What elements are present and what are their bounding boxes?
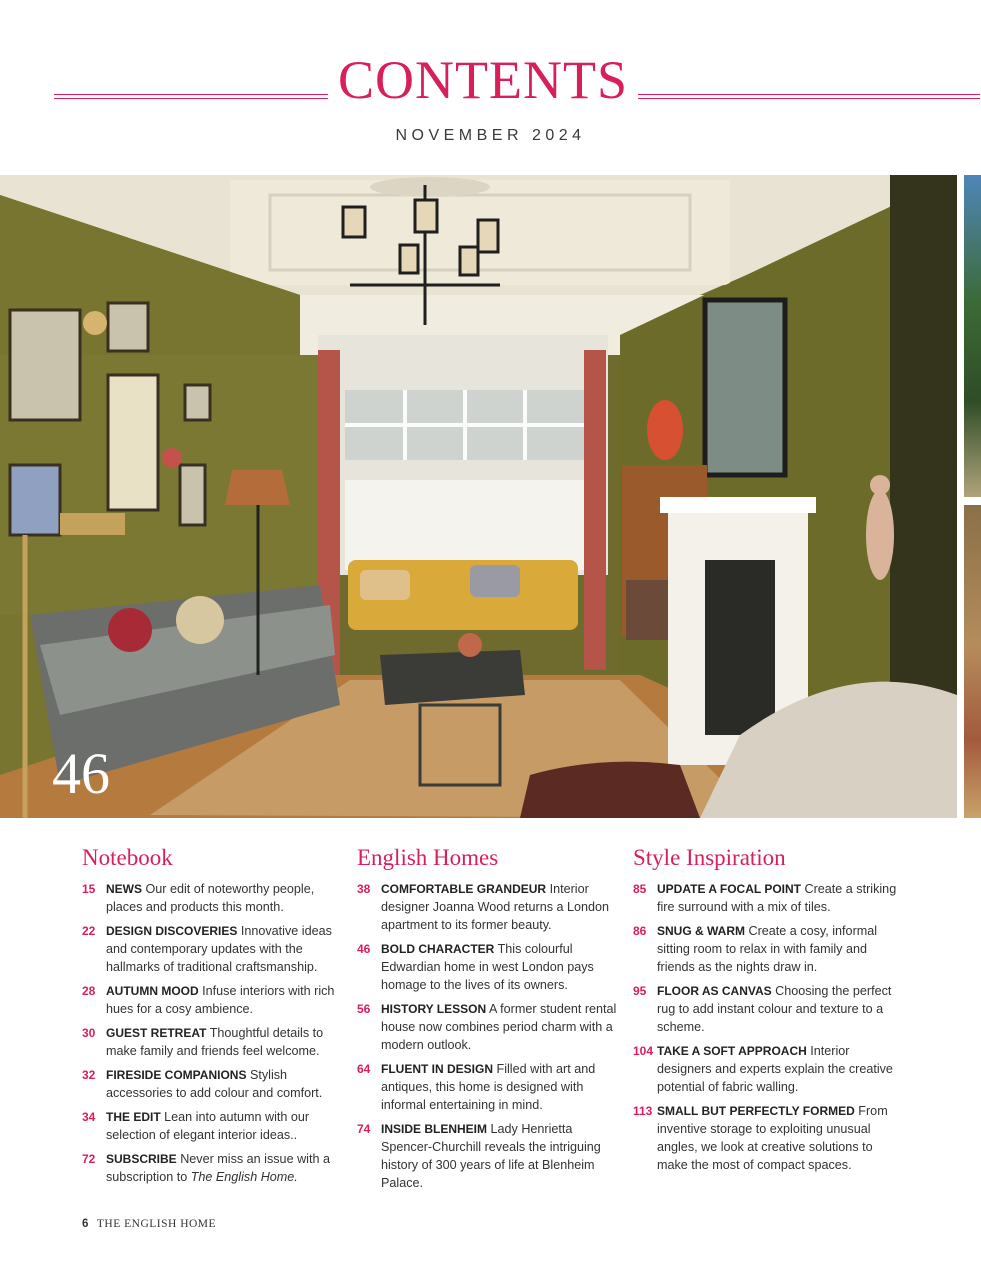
entry-description: Create a striking fire surround with a mix of tiles.: [657, 882, 897, 914]
feature-photo[interactable]: [0, 175, 957, 818]
entry-description: Stylish accessories to add colour and comfort.: [106, 1068, 323, 1100]
section-heading: Notebook: [82, 845, 173, 870]
entry-page-number: 64: [357, 1062, 371, 1076]
column-notebook: [82, 844, 352, 1192]
entry-description: Infuse interiors with rich hues for a cosy ambience.: [106, 984, 335, 1016]
contents-entry[interactable]: [633, 1102, 903, 1174]
entry-title: GUEST RETREAT: [106, 1026, 207, 1040]
column-english-homes: [357, 844, 627, 1198]
contents-entry[interactable]: [82, 982, 352, 1018]
entry-page-number: 34: [82, 1110, 96, 1124]
entry-description: Our edit of noteworthy people, places and products this month.: [106, 882, 315, 914]
entry-title: FLOOR AS CANVAS: [657, 984, 772, 998]
side-photo-strip-bottom: [964, 505, 981, 818]
entry-title: SUBSCRIBE: [106, 1152, 177, 1166]
entry-title: FLUENT IN DESIGN: [381, 1062, 494, 1076]
entry-page-number: 22: [82, 924, 96, 938]
entry-title: NEWS: [106, 882, 142, 896]
entry-page-number: 72: [82, 1152, 96, 1166]
entry-page-number: 74: [357, 1122, 371, 1136]
contents-entry[interactable]: [633, 1042, 903, 1096]
contents-entry[interactable]: [633, 922, 903, 976]
contents-entry[interactable]: [357, 940, 627, 994]
entry-title: UPDATE A FOCAL POINT: [657, 882, 801, 896]
entry-page-number: 28: [82, 984, 96, 998]
section-heading: Style Inspiration: [633, 845, 786, 870]
contents-entry[interactable]: [357, 880, 627, 934]
page-title: CONTENTS: [338, 50, 628, 110]
entry-description: Interior designers and experts explain the creative potential of fabric walling.: [657, 1044, 893, 1094]
header-rule-left: [54, 94, 328, 99]
entry-page-number: 85: [633, 882, 647, 896]
contents-entry[interactable]: [82, 1150, 352, 1186]
contents-header: [0, 0, 981, 160]
contents-entry[interactable]: [357, 1000, 627, 1054]
entry-title: COMFORTABLE GRANDEUR: [381, 882, 547, 896]
entry-publication-name: The English Home.: [190, 1170, 298, 1184]
entry-description: This colourful Edwardian home in west London pays homage to the lives of its owners.: [381, 942, 594, 992]
entry-title: TAKE A SOFT APPROACH: [657, 1044, 807, 1058]
contents-entry[interactable]: [633, 982, 903, 1036]
entry-page-number: 86: [633, 924, 647, 938]
contents-entry[interactable]: [357, 1120, 627, 1192]
contents-entry[interactable]: [357, 1060, 627, 1114]
publication-name: THE ENGLISH HOME: [96, 1218, 217, 1230]
entry-page-number: 15: [82, 882, 96, 896]
entry-title: INSIDE BLENHEIM: [381, 1122, 488, 1136]
entry-title: SMALL BUT PERFECTLY FORMED: [657, 1104, 855, 1118]
contents-entry[interactable]: [82, 1024, 352, 1060]
contents-entry[interactable]: [82, 922, 352, 976]
entry-page-number: 46: [357, 942, 371, 956]
contents-entry[interactable]: [82, 1066, 352, 1102]
entry-title: FIRESIDE COMPANIONS: [106, 1068, 247, 1082]
entry-page-number: 95: [633, 984, 647, 998]
entry-page-number: 113: [633, 1104, 653, 1118]
contents-entry[interactable]: [82, 1108, 352, 1144]
entry-title: DESIGN DISCOVERIES: [106, 924, 238, 938]
entry-description: Innovative ideas and contemporary updates with the hallmarks of traditional craftsmanship.: [106, 924, 332, 974]
side-photo-strip-top: [964, 175, 981, 497]
entry-page-number: 56: [357, 1002, 371, 1016]
contents-entry[interactable]: [633, 880, 903, 916]
entry-title: SNUG & WARM: [657, 924, 745, 938]
entry-description: A former student rental house now combines period charm with a modern outlook.: [381, 1002, 617, 1052]
folio-number: 6: [82, 1218, 89, 1230]
issue-date: NOVEMBER 2024: [395, 127, 586, 144]
entry-title: BOLD CHARACTER: [381, 942, 495, 956]
entry-page-number: 38: [357, 882, 371, 896]
entry-title: HISTORY LESSON: [381, 1002, 487, 1016]
photo-page-number[interactable]: 46: [52, 741, 110, 806]
contents-entry[interactable]: [82, 880, 352, 916]
page-footer: [82, 1218, 216, 1230]
entry-description: Lean into autumn with our selection of elegant interior ideas..: [106, 1110, 310, 1142]
section-heading: English Homes: [357, 845, 499, 870]
living-room-illustration: [0, 175, 957, 818]
column-style-inspiration: [633, 844, 903, 1180]
header-rule-right: [638, 94, 980, 99]
entry-title: THE EDIT: [106, 1110, 161, 1124]
entry-description: Filled with art and antiques, this home is designed with informal entertaining in mind.: [381, 1062, 596, 1112]
entry-title: AUTUMN MOOD: [106, 984, 199, 998]
entry-page-number: 104: [633, 1044, 654, 1058]
entry-description: From inventive storage to exploiting unusual angles, we look at creative solutions to make the most of compact spaces.: [657, 1104, 888, 1172]
entry-description: Never miss an issue with a subscription to: [106, 1152, 330, 1184]
entry-description: Create a cosy, informal sitting room to relax in with family and friends as the nights draw in.: [657, 924, 878, 974]
entry-description: Lady Henrietta Spencer-Churchill reveals the intriguing history of 300 years of life at Blenheim Palace.: [381, 1122, 601, 1190]
entry-page-number: 30: [82, 1026, 96, 1040]
entry-page-number: 32: [82, 1068, 96, 1082]
entry-description: Choosing the perfect rug to add instant colour and texture to a scheme.: [657, 984, 892, 1034]
entry-description: Interior designer Joanna Wood returns a London apartment to its former beauty.: [381, 882, 610, 932]
entry-description: Thoughtful details to make family and friends feel welcome.: [106, 1026, 324, 1058]
